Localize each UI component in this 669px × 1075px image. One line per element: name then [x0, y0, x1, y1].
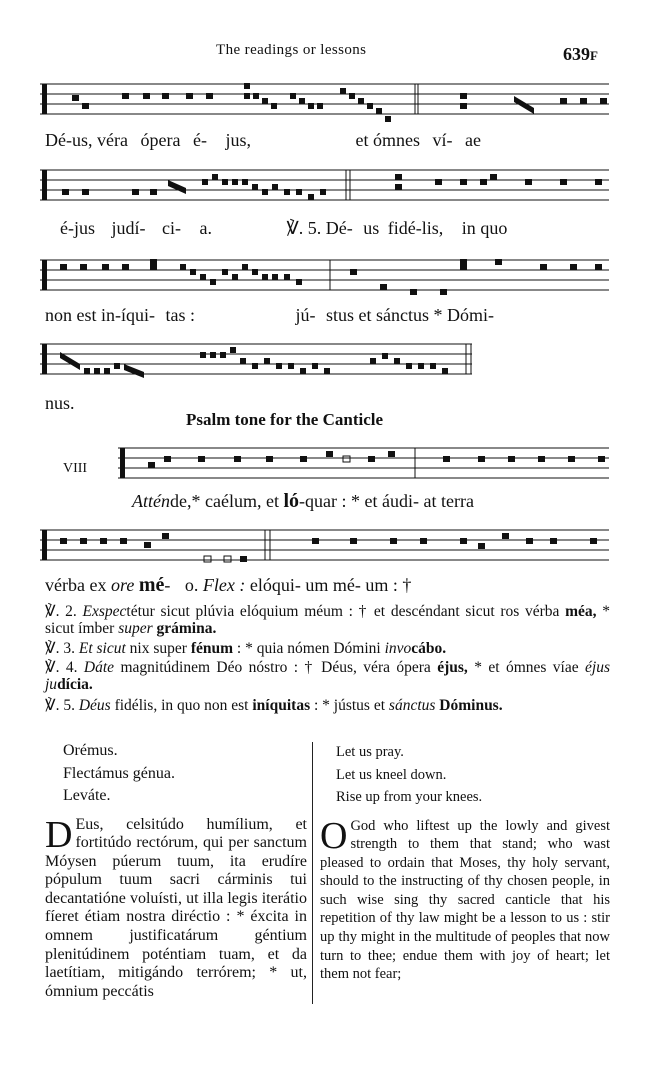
verse-5: ℣. 5. Déus fidélis, in quo non est iníquitas : * jústus et sánctus Dóminus. [45, 697, 503, 714]
mode-label: VIII [63, 461, 88, 476]
chant-staff-2 [40, 162, 609, 222]
page-number: 639F [563, 44, 598, 64]
let-us-pray: Let us pray. [336, 744, 404, 760]
psalm-staff-2 [40, 520, 609, 570]
rise-up: Rise up from your knees. [336, 789, 483, 805]
psalm-staff-1 [118, 438, 609, 488]
lyrics-line-3: non est in-íqui- tas : jú- stus et sánctus * Dómi- [45, 305, 495, 325]
oremus: Orémus. [63, 742, 118, 759]
verse-2: ℣. 2. Exspectétur sicut plúvia elóquium méum : † et descéndant sicut ros vérba méa, * sicut ímber super grámina. [45, 603, 610, 637]
latin-collect: D Eus, celsitúdo humílium, et fortitúdo rectórum, qui per sanctum Móysen púerum tuum, ita erudíre pópulum tuum sacri cárminis tui decantatióne voluísti, ut illa legis iterátio fíeret étiam nostra diréctio : * éxcita in omnem justificatárum géntium plenitúdinem poténtiam tuam, et da laetítiam, mitigándo terrórem; * ut, ómnium peccátis [45, 813, 307, 1000]
lyrics-line-2: é-jus judí- ci- a. ℣. 5. Dé- us fidé-lis, in quo [60, 218, 508, 238]
running-header: The readings or lessons [216, 42, 367, 58]
english-collect: O God who liftest up the lowly and givest strength to them that stand; who wast pleased to ordain that Moses, thy holy servant, should to the instructing of thy chosen people, in such wise sing thy sacred canticle that his repetition of thy law might be a lesson to us : stir up thy might in the multitude of peoples that now turn to thee; endue them with joy of heart; let them not fear; [320, 814, 610, 983]
english-column [320, 741, 610, 984]
flectamus: Flectámus génua. [63, 764, 175, 782]
psalm-lyrics-2: vérba ex ore mé- o. Flex : elóqui- um mé- um : † [45, 574, 412, 596]
section-title: Psalm tone for the Canticle [186, 410, 384, 429]
verse-3: ℣. 3. Et sicut nix super fénum : * quia nómen Dómini invocábo. [45, 640, 447, 657]
psalm-lyrics-1: Atténde,* caélum, et ló-quar : * et áudi- at terra [132, 490, 474, 512]
lyrics-line-4: nus. [45, 393, 75, 413]
chant-staff-1 [40, 76, 609, 136]
verse-4: ℣. 4. Dáte magnitúdinem Déo nóstro : † Déus, véra ópera éjus, * et ómnes víae éjus judícia. [45, 659, 610, 693]
levate: Leváte. [63, 787, 111, 804]
chant-staff-4 [40, 338, 609, 388]
lyrics-line-1: Dé-us, véra ópera é- jus, et ómnes ví- ae [45, 130, 481, 150]
latin-column [45, 740, 307, 1001]
english-dropcap: O [320, 814, 348, 857]
chant-staff-3 [40, 252, 609, 312]
latin-dropcap: D [45, 813, 73, 856]
column-divider [312, 742, 313, 1004]
let-us-kneel: Let us kneel down. [336, 766, 447, 783]
